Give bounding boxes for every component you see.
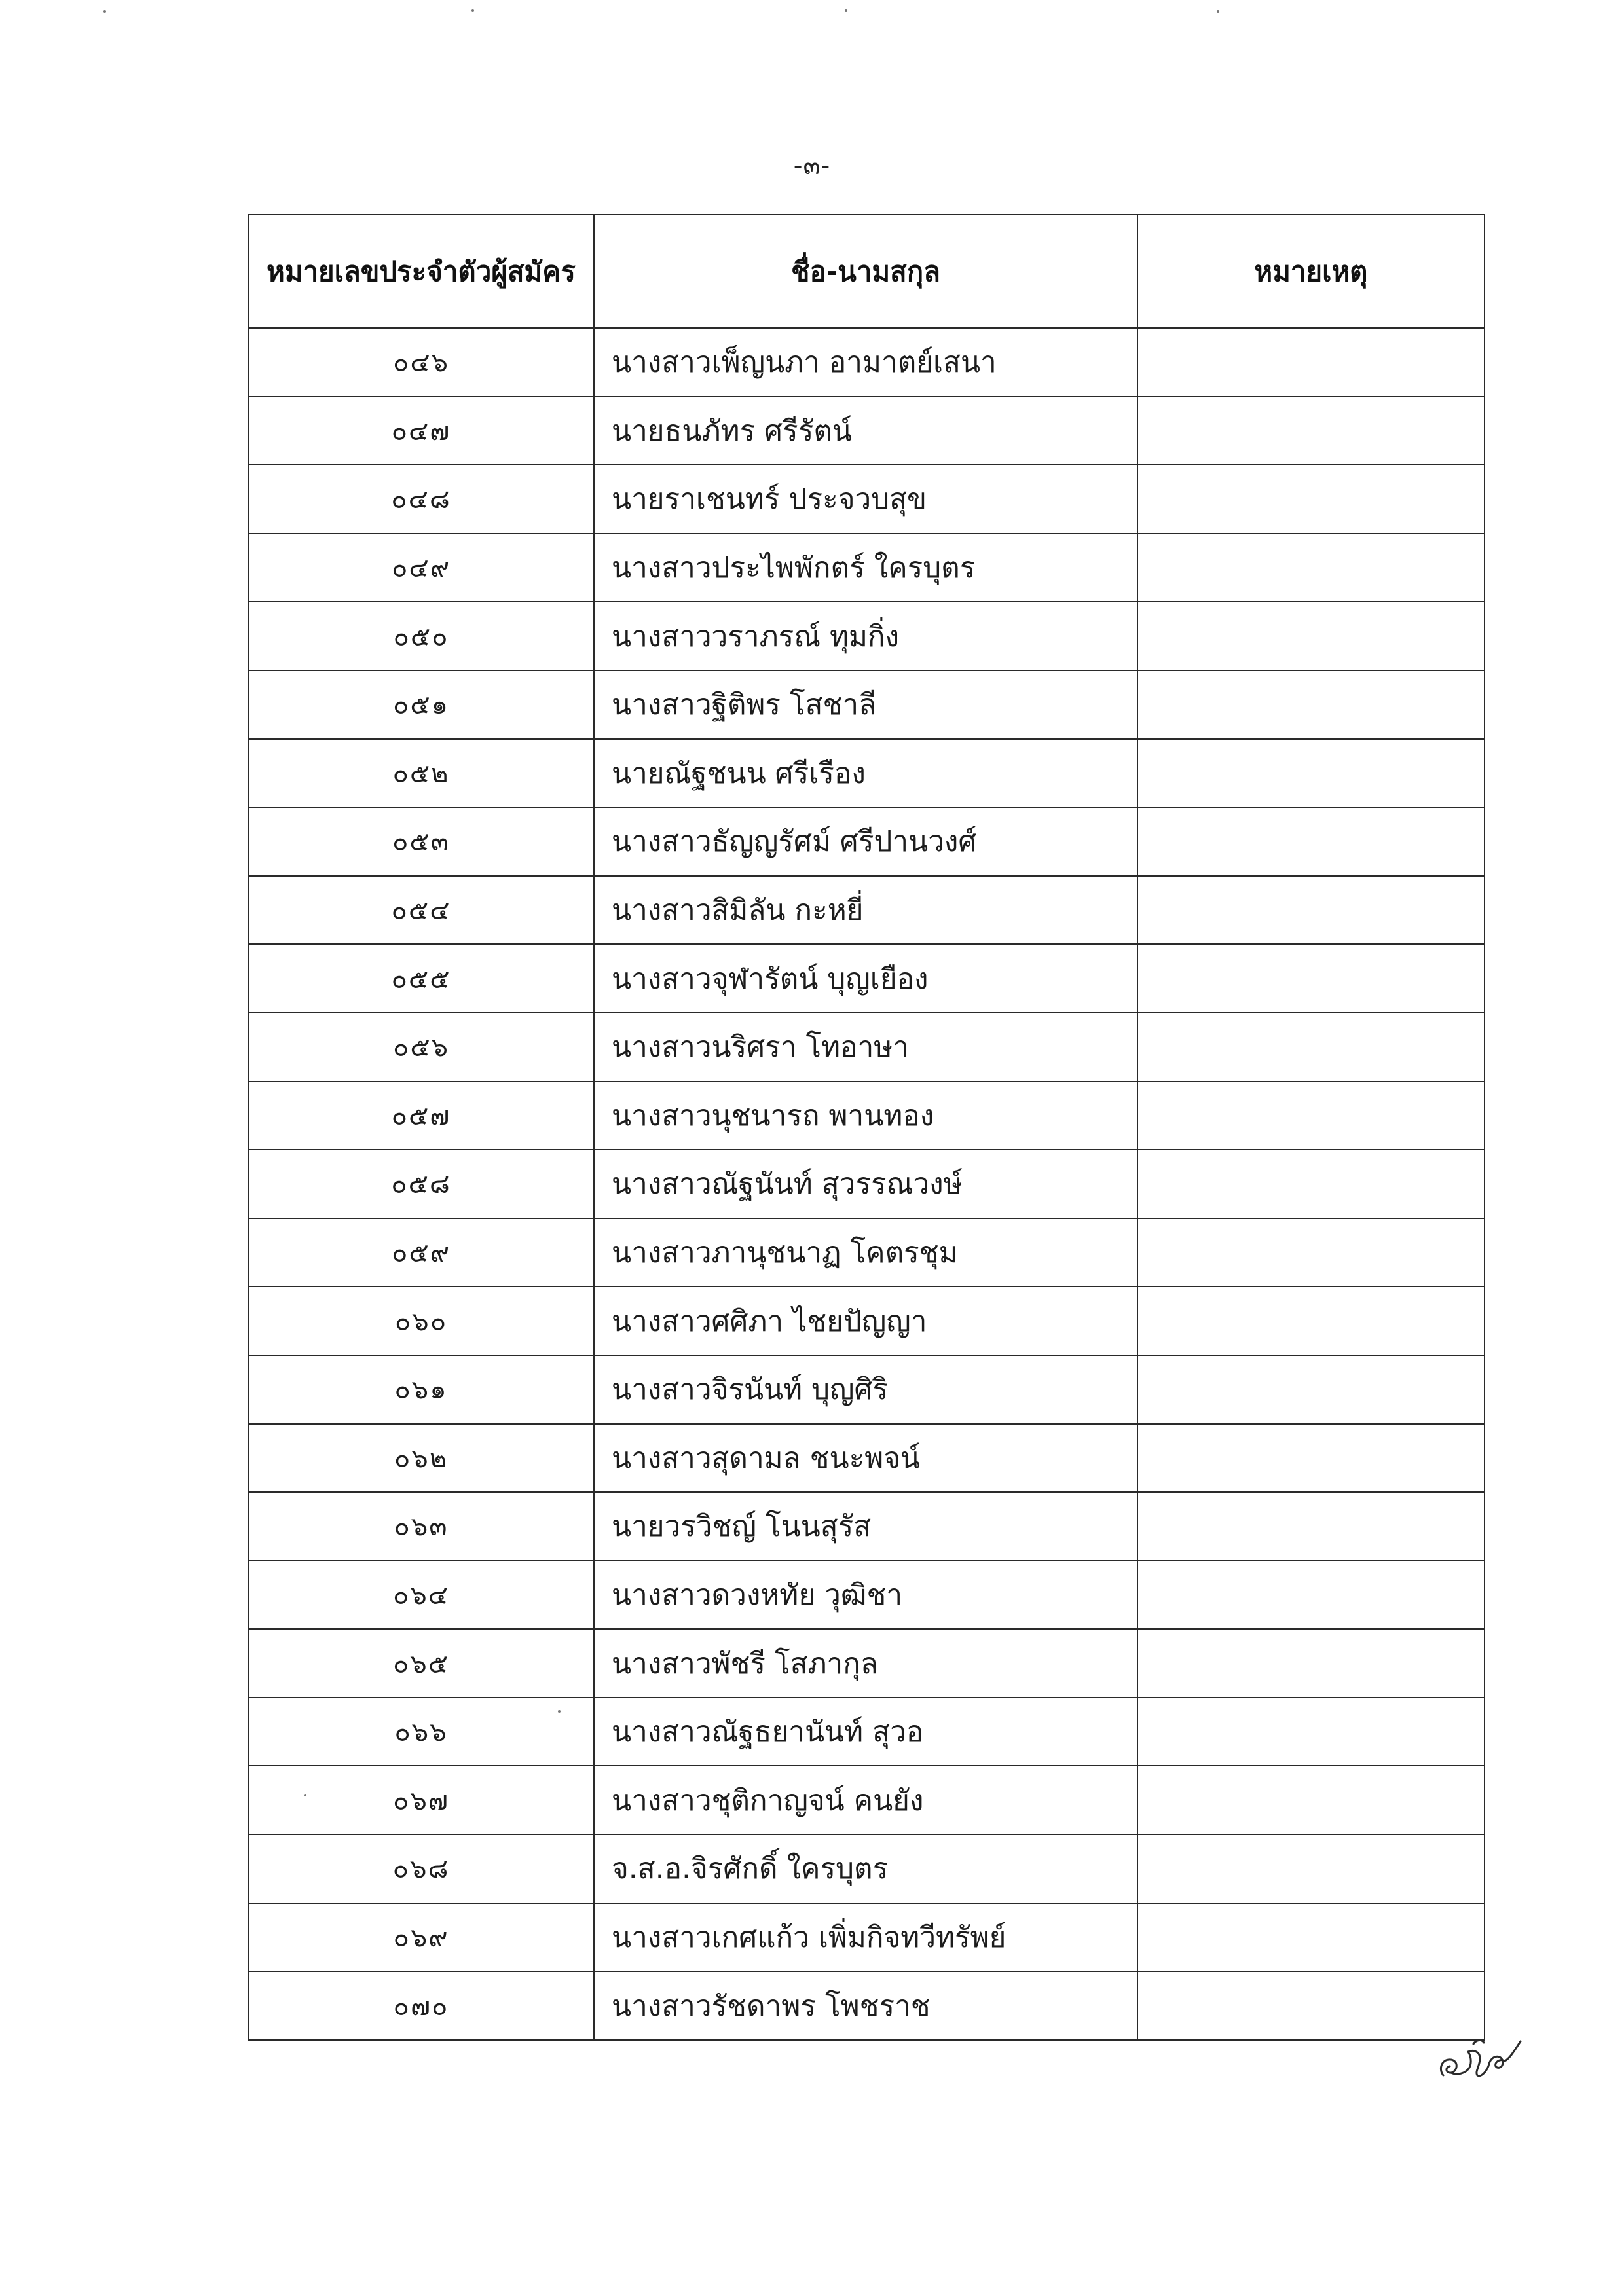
applicant-name-cell: นางสาวฐิติพร โสชาลี (594, 670, 1137, 739)
table-row (248, 1082, 1485, 1150)
table-row (248, 1424, 1485, 1493)
applicant-name-cell: นางสาวจิรนันท์ บุญศิริ (594, 1355, 1137, 1424)
applicant-name-cell: นางสาววราภรณ์ ทุมกิ่ง (594, 602, 1137, 670)
applicant-name-cell: นางสาวภานุชนาฏ โคตรชุม (594, 1218, 1137, 1287)
handwritten-signature (1434, 2030, 1526, 2088)
applicant-id-cell: ๐๖๗ (248, 1766, 594, 1834)
table-row (248, 1492, 1485, 1561)
applicant-name-cell: นางสาวนุชนารถ พานทอง (594, 1082, 1137, 1150)
applicant-id-cell: ๐๕๕ (248, 944, 594, 1013)
remarks-cell (1137, 739, 1485, 808)
remarks-cell (1137, 670, 1485, 739)
table-row (248, 397, 1485, 465)
remarks-cell (1137, 944, 1485, 1013)
table-row (248, 1698, 1485, 1766)
applicant-name-cell: นางสาวชุติกาญจน์ คนยัง (594, 1766, 1137, 1834)
applicant-name-cell: จ.ส.อ.จิรศักดิ์ ใครบุตร (594, 1834, 1137, 1903)
applicant-name-cell: นางสาวดวงหทัย วุฒิชา (594, 1561, 1137, 1630)
applicant-id-cell: ๐๗๐ (248, 1971, 594, 2040)
scan-speck (1217, 10, 1219, 13)
remarks-cell (1137, 1698, 1485, 1766)
applicant-id-cell: ๐๔๗ (248, 397, 594, 465)
applicant-name-cell: นางสาวธัญญรัศม์ ศรีปานวงศ์ (594, 807, 1137, 876)
applicant-name-cell: นายวรวิชญ์ โนนสุรัส (594, 1492, 1137, 1561)
table-row (248, 670, 1485, 739)
applicant-id-cell: ๐๕๑ (248, 670, 594, 739)
applicant-name-cell: นายณัฐชนน ศรีเรือง (594, 739, 1137, 808)
table-row (248, 807, 1485, 876)
applicant-id-cell: ๐๖๑ (248, 1355, 594, 1424)
applicant-id-cell: ๐๖๔ (248, 1561, 594, 1630)
table-header-row (248, 215, 1485, 328)
applicant-id-cell: ๐๖๒ (248, 1424, 594, 1493)
applicant-id-cell: ๐๖๓ (248, 1492, 594, 1561)
header-full-name: ชื่อ-นามสกุล (594, 215, 1137, 328)
table-row (248, 1903, 1485, 1972)
scan-speck (103, 10, 106, 13)
remarks-cell (1137, 1218, 1485, 1287)
remarks-cell (1137, 1903, 1485, 1972)
table-row (248, 876, 1485, 945)
remarks-cell (1137, 1424, 1485, 1493)
remarks-cell (1137, 397, 1485, 465)
applicant-name-cell: นางสาวสิมิลัน กะหยี่ (594, 876, 1137, 945)
scan-speck (304, 1794, 306, 1796)
table-row (248, 1629, 1485, 1698)
table-body (248, 328, 1485, 2040)
applicant-id-cell: ๐๖๕ (248, 1629, 594, 1698)
applicant-name-cell: นางสาวรัชดาพร โพชราช (594, 1971, 1137, 2040)
applicant-name-cell: นางสาวนริศรา โทอาษา (594, 1013, 1137, 1082)
applicant-name-cell: นางสาวศศิภา ไชยปัญญา (594, 1286, 1137, 1355)
table-row (248, 739, 1485, 808)
page-number: -๓- (793, 151, 831, 180)
remarks-cell (1137, 807, 1485, 876)
table-row (248, 328, 1485, 397)
applicant-name-cell: นายราเชนทร์ ประจวบสุข (594, 465, 1137, 534)
applicant-id-cell: ๐๖๖ (248, 1698, 594, 1766)
table-row (248, 1150, 1485, 1218)
applicant-name-cell: นางสาวณัฐนันท์ สุวรรณวงษ์ (594, 1150, 1137, 1218)
remarks-cell (1137, 602, 1485, 670)
remarks-cell (1137, 1150, 1485, 1218)
remarks-cell (1137, 1561, 1485, 1630)
applicant-id-cell: ๐๖๐ (248, 1286, 594, 1355)
applicant-id-cell: ๐๕๗ (248, 1082, 594, 1150)
remarks-cell (1137, 1013, 1485, 1082)
applicant-id-cell: ๐๕๙ (248, 1218, 594, 1287)
table-row (248, 1218, 1485, 1287)
remarks-cell (1137, 534, 1485, 602)
remarks-cell (1137, 1082, 1485, 1150)
remarks-cell (1137, 1834, 1485, 1903)
applicant-id-cell: ๐๕๓ (248, 807, 594, 876)
applicant-name-cell: นางสาวเพ็ญนภา อามาตย์เสนา (594, 328, 1137, 397)
header-remarks: หมายเหตุ (1137, 215, 1485, 328)
applicant-id-cell: ๐๔๖ (248, 328, 594, 397)
applicant-name-cell: นางสาวณัฐธยานันท์ สุวอ (594, 1698, 1137, 1766)
table-row (248, 1013, 1485, 1082)
applicant-id-cell: ๐๕๘ (248, 1150, 594, 1218)
table-row (248, 1971, 1485, 2040)
remarks-cell (1137, 328, 1485, 397)
applicant-name-cell: นายธนภัทร ศรีรัตน์ (594, 397, 1137, 465)
table-row (248, 1834, 1485, 1903)
remarks-cell (1137, 1492, 1485, 1561)
applicant-table (248, 214, 1485, 2041)
applicant-id-cell: ๐๔๙ (248, 534, 594, 602)
table-row (248, 1355, 1485, 1424)
applicant-id-cell: ๐๕๔ (248, 876, 594, 945)
applicant-id-cell: ๐๕๐ (248, 602, 594, 670)
scan-speck (558, 1710, 561, 1713)
remarks-cell (1137, 465, 1485, 534)
remarks-cell (1137, 1286, 1485, 1355)
applicant-name-cell: นางสาวเกศแก้ว เพิ่มกิจทวีทรัพย์ (594, 1903, 1137, 1972)
applicant-name-cell: นางสาวจุฬารัตน์ บุญเยือง (594, 944, 1137, 1013)
scan-speck (471, 9, 474, 12)
applicant-id-cell: ๐๕๖ (248, 1013, 594, 1082)
applicant-id-cell: ๐๔๘ (248, 465, 594, 534)
remarks-cell (1137, 1766, 1485, 1834)
applicant-name-cell: นางสาวสุดามล ชนะพจน์ (594, 1424, 1137, 1493)
remarks-cell (1137, 1971, 1485, 2040)
applicant-id-cell: ๐๖๘ (248, 1834, 594, 1903)
table-row (248, 1766, 1485, 1834)
table-row (248, 1286, 1485, 1355)
remarks-cell (1137, 1355, 1485, 1424)
header-applicant-id: หมายเลขประจำตัวผู้สมัคร (248, 215, 594, 328)
table-row (248, 465, 1485, 534)
applicant-name-cell: นางสาวพัชรี โสภากุล (594, 1629, 1137, 1698)
remarks-cell (1137, 876, 1485, 945)
table-row (248, 602, 1485, 670)
table-row (248, 534, 1485, 602)
remarks-cell (1137, 1629, 1485, 1698)
applicant-id-cell: ๐๕๒ (248, 739, 594, 808)
scan-speck (845, 9, 847, 12)
applicant-id-cell: ๐๖๙ (248, 1903, 594, 1972)
table-row (248, 944, 1485, 1013)
table-row (248, 1561, 1485, 1630)
applicant-name-cell: นางสาวประไพพักตร์ ใครบุตร (594, 534, 1137, 602)
